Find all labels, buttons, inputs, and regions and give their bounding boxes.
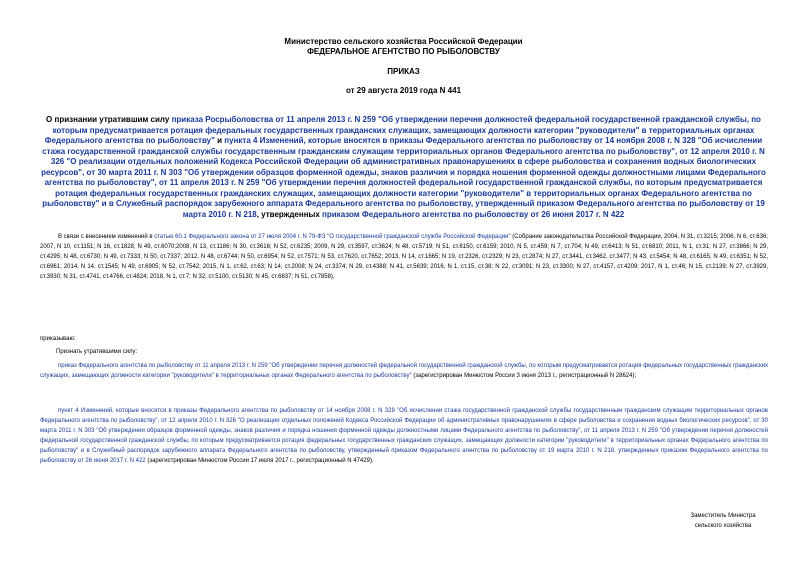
intro-rest: (Собрание законодательства Российской Федерации, 2004, N 31, ст.3215; 2006, N 6, ст.636; 2007, N 10, ст.1151; N 16, ст.1828; N 49, ст.6070;2008, N 13, ст.1186; N 30, ст.3616; N 52, ст.6235; 2009, N 29, ст.3597, ст.3624; N 48, ст.5719; N 51, ст.6150, ст.6159; 2010, N 5, ст.459; N 7, ст.704; N 49, ст.6413; N 51, ст.6810; 2011, N 1, ст.31; N 27, ст.3866; N 29, ст.4295; N 48, ст.6730; N 49, ст.7333; N 50, ст.7337; 2012, N 48, ст.6744; N 50, ст.6954; N 52, ст.7571; N 53, ст.7620, ст.7652; 2013, N 14, ст.1665; N 19, ст.2326, ст.2329; N 23, ст.2874; N 27, ст.3441, ст.3462, ст.3477; N 43, ст.5454; N 48, ст.6165; N 49, ст.6351; N 52, ст.6961; 2014, N 14, ст.1545; N 49, ст.6905; N 52, ст.7542; 2015, N 1, ст.62, ст.63; N 14, ст.2008; N 24, ст.3374; N 29, ст.4388; N 41, ст.5639; 2016, N 1, ст.15, ст.38; N 22, ст.3091; N 23, ст.3300; N 27, ст.4157, ст.4209; 2017, N 1, ст.46; N 15, ст.2139; N 27, ст.3929, ст.3930; N 31, ст.4741, ст.4766, ст.4824; 2018, N 1, ст.7; N 32, ст.5100, ст.5130; N 45, ст.6837; N 51, ст.7858), [40, 234, 768, 280]
item-2-link[interactable]: пункт 4 Изменений, которые вносятся в приказы Федерального агентства по рыболовству от 14 ноября 2008 г. N 328 "Об исчислении стажа государственной гражданской службы государственным гражданским служащим территориальных органов Федерального агентства по рыболовству", от 12 апреля 2010 г. N 326 "О реализации отдельных положений Кодекса Российской Федерации об административных правонарушениях в сфере рыболовства и сохранения водных биологических ресурсов", от 30 марта 2011 г. N 303 "Об утверждении образцов форменной одежды, знаков различия и порядка ношения форменной одежды должностными лицами Федерального агентства по рыболовству", от 11 апреля 2013 г. N 259 "Об утверждении перечня должностей федеральной государственной гражданской службы, по которым предусматривается ротация федеральных государственных гражданских служащих, замещающих должности категории "руководители" в территориальных органах Федерального агентства по рыболовству" и в Служебный распорядок зарубежного аппарата Федерального агентства по рыболовству, утвержденный приказом Федерального агентства по рыболовству от 19 марта 2010 г. N 218, утвержденных приказом Федерального агентства по рыболовству от 26 июня 2017 г. N 422 [40, 408, 768, 464]
title-prefix: О признании утратившим силу [46, 115, 172, 124]
header-ministry-block [0, 37, 807, 57]
title-link-order-259[interactable]: приказа Росрыболовства от 11 апреля 2013 г. N 259 "Об утверждении перечня должностей федеральной государственной гражданской службы, по которым предусматривается ротация федеральных государственных гражданских служащих, замещающих должности категории "руководители" в территориальных органах Федерального агентства по рыболовству" [44, 115, 761, 145]
ministry-name: Министерство сельского хозяйства Российской Федерации [284, 37, 523, 46]
agency-name: ФЕДЕРАЛЬНОЕ АГЕНТСТВО ПО РЫБОЛОВСТВУ [307, 47, 500, 56]
intro-paragraph [40, 232, 768, 282]
title-middle: и [214, 136, 225, 145]
title-link-point-4[interactable]: пункта 4 Изменений, которые вносятся в приказы Федерального агентства по рыболовству от 14 ноября 2008 г. N 328 "Об исчислении стажа государственной гражданской службы государственным гражданским служащим территориальных органов Федерального агентства по рыболовству", от 12 апреля 2010 г. N 326 "О реализации отдельных положений Кодекса Российской Федерации об административных правонарушениях в сфере рыболовства и сохранения водных биологических ресурсов", от 30 марта 2011 г. N 303 "Об утверждении образцов форменной одежды, знаков различия и порядка ношения форменной одежды должностными лицами Федерального агентства по рыболовству", от 11 апреля 2013 г. N 259 "Об утверждении перечня должностей федеральной государственной гражданской службы, по которым предусматривается ротация федеральных государственных гражданских служащих, замещающих должности категории "руководители" в территориальных органах Федерального агентства по рыболовству" и в Служебный распорядок зарубежного аппарата Федерального агентства по рыболовству, утвержденный приказом Федерального агентства по рыболовству от 19 марта 2010 г. N 218 [41, 136, 766, 219]
title-link-order-422[interactable]: приказом Федерального агентства по рыболовству от 26 июня 2017 г. N 422 [322, 209, 625, 219]
signature-line-1: Заместитель Министра [690, 513, 756, 519]
item-2-paragraph [40, 406, 768, 466]
item-1-rest: (зарегистрирован Минюстом России 3 июня 2013 г., регистрационный N 28624); [411, 373, 637, 379]
intro-law-link[interactable]: статью 60.1 Федерального закона от 27 июля 2004 г. N 79-ФЗ "О государственной гражданской службе Российской Федерации" [154, 234, 511, 240]
item-1-paragraph [40, 361, 768, 381]
signature-line-2: сельского хозяйства [694, 523, 752, 529]
signature-block [663, 511, 783, 531]
priznat-text: Признать утратившими силу: [56, 349, 138, 355]
prikazyvayu-text: приказываю: [40, 336, 76, 342]
doc-date-number: от 29 августа 2019 года N 441 [345, 86, 462, 95]
intro-prefix: В связи с внесением изменений в [58, 234, 155, 240]
item-1-link[interactable]: приказ Федерального агентства по рыболовству от 11 апреля 2013 г. N 259 "Об утверждении перечня должностей федеральной государственной гражданской службы, по которым предусматривается ротация федеральных государственных гражданских служащих, замещающих должности категории "руководители" в территориальных органах Федерального агентства по рыболовству" [40, 363, 768, 379]
title-middle-2: , утвержденных [256, 209, 323, 219]
doc-title [40, 115, 767, 220]
doc-type: ПРИКАЗ [387, 67, 420, 76]
item-2-rest: (зарегистрирован Минюстом России 17 июля 2017 г., регистрационный N 47429). [145, 458, 374, 464]
